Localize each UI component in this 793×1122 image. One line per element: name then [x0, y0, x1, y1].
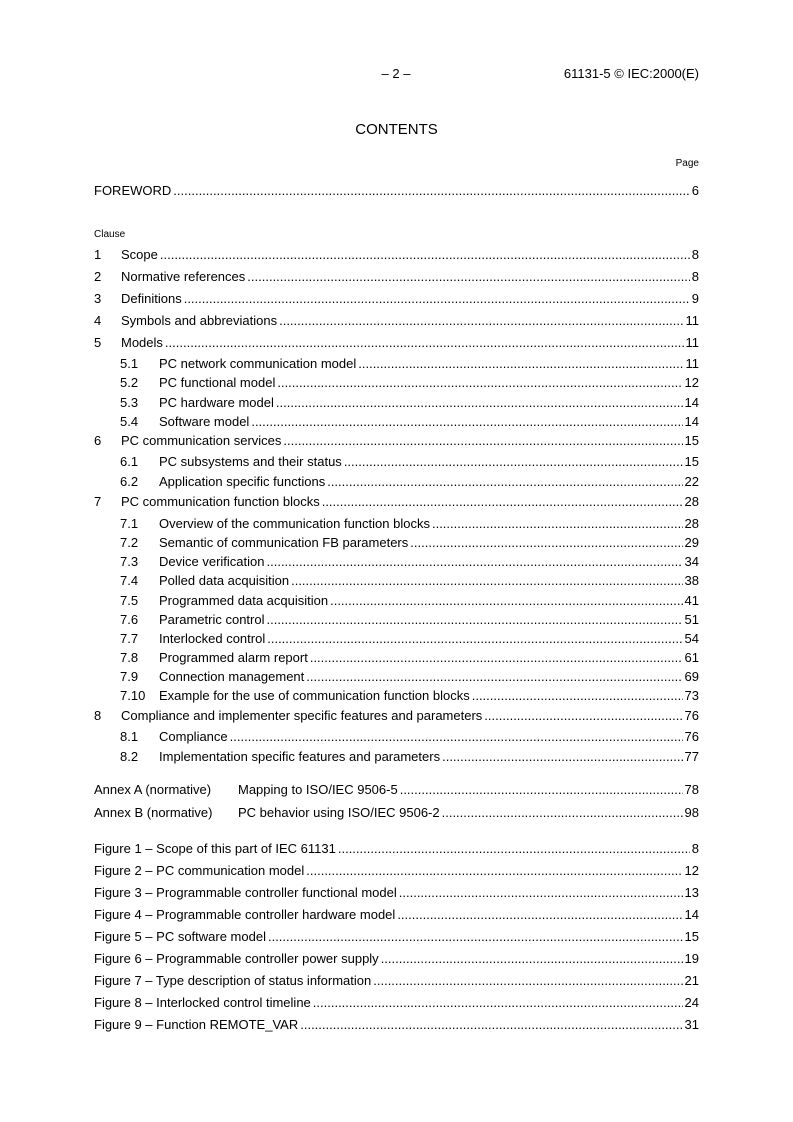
toc-entry-clause[interactable]: [120, 728, 699, 746]
toc-entry-number: 6.2: [120, 474, 139, 489]
toc-entry-page: 28: [684, 516, 699, 531]
toc-entry-page: 11: [685, 313, 699, 328]
toc-entry-clause[interactable]: [120, 748, 699, 766]
toc-entry-page: 98: [684, 805, 699, 820]
toc-entry-page: 73: [684, 688, 699, 703]
toc-entry-text: Models: [121, 335, 163, 350]
toc-entry-number: 6: [94, 433, 102, 448]
toc-entry-number: 8.2: [120, 749, 139, 764]
leader-dots: [484, 707, 682, 725]
toc-entry-text: FOREWORD: [94, 183, 172, 198]
toc-entry-page: 61: [684, 650, 699, 665]
toc-entry-clause[interactable]: [120, 515, 699, 533]
toc-entry-number: 7: [94, 494, 102, 509]
toc-entry-number: 2: [94, 269, 102, 284]
toc-entry-page: 38: [684, 573, 699, 588]
toc-entry-text: Example for the use of communication function blocks: [159, 688, 470, 703]
leader-dots: [327, 473, 682, 491]
toc-entry-clause[interactable]: [120, 534, 699, 552]
toc-entry-text: Programmed data acquisition: [159, 593, 329, 608]
annex-id: Annex B (normative): [94, 805, 213, 820]
leader-dots: [400, 781, 683, 799]
leader-dots: [165, 334, 684, 352]
toc-entry-text: Connection management: [159, 669, 305, 684]
toc-entry-page: 51: [684, 612, 699, 627]
toc-entry-page: 12: [684, 863, 699, 878]
toc-entry-text: PC communication services: [121, 433, 282, 448]
leader-dots: [247, 268, 689, 286]
toc-entry-text: Figure 2 – PC communication model: [94, 863, 305, 878]
toc-entry-page: 8: [691, 269, 699, 284]
toc-entry-page: 19: [684, 951, 699, 966]
leader-dots: [344, 453, 683, 471]
toc-entry-number: 5.3: [120, 395, 139, 410]
toc-entry-text: PC behavior using ISO/IEC 9506-2: [238, 805, 440, 820]
toc-entry-text: Normative references: [121, 269, 246, 284]
toc-entry-number: 7.3: [120, 554, 139, 569]
leader-dots: [173, 182, 689, 200]
leader-dots: [251, 413, 682, 431]
toc-entry-number: 7.4: [120, 573, 139, 588]
toc-entry-number: 3: [94, 291, 102, 306]
toc-entry-clause[interactable]: [94, 312, 699, 330]
toc-entry-page: 76: [684, 708, 699, 723]
toc-entry-number: 8.1: [120, 729, 139, 744]
leader-dots: [230, 728, 683, 746]
leader-dots: [381, 950, 683, 968]
toc-entry-page: 9: [691, 291, 699, 306]
header-standard-id: 61131-5 © IEC:2000(E): [563, 66, 699, 81]
leader-dots: [306, 862, 682, 880]
leader-dots: [399, 884, 683, 902]
toc-entry-page: 11: [685, 335, 699, 350]
toc-entry-clause[interactable]: [94, 493, 699, 511]
toc-entry-text: Device verification: [159, 554, 265, 569]
toc-entry-clause[interactable]: [120, 553, 699, 571]
toc-entry-text: Interlocked control: [159, 631, 266, 646]
leader-dots: [442, 748, 682, 766]
leader-dots: [266, 611, 682, 629]
toc-entry-page: 15: [684, 433, 699, 448]
leader-dots: [310, 649, 683, 667]
toc-entry-page: 15: [684, 454, 699, 469]
toc-entry-foreword[interactable]: [94, 182, 699, 200]
toc-entry-page: 14: [684, 395, 699, 410]
toc-entry-annex[interactable]: [94, 781, 699, 799]
toc-entry-figure[interactable]: [94, 994, 699, 1012]
leader-dots: [397, 906, 682, 924]
toc-entry-text: Compliance and implementer specific features and parameters: [121, 708, 483, 723]
toc-entry-clause[interactable]: [120, 630, 699, 648]
toc-entry-page: 77: [684, 749, 699, 764]
leader-dots: [358, 355, 683, 373]
leader-dots: [267, 553, 683, 571]
toc-entry-text: PC communication function blocks: [121, 494, 320, 509]
toc-entry-clause[interactable]: [94, 707, 699, 725]
toc-entry-page: 34: [684, 554, 699, 569]
toc-entry-text: Symbols and abbreviations: [121, 313, 278, 328]
toc-entry-number: 8: [94, 708, 102, 723]
toc-entry-text: PC subsystems and their status: [159, 454, 342, 469]
toc-entry-page: 14: [684, 907, 699, 922]
toc-entry-text: Mapping to ISO/IEC 9506-5: [238, 782, 398, 797]
leader-dots: [267, 630, 682, 648]
toc-entry-figure[interactable]: [94, 862, 699, 880]
toc-entry-text: Semantic of communication FB parameters: [159, 535, 409, 550]
toc-entry-clause[interactable]: [120, 592, 699, 610]
leader-dots: [283, 432, 682, 450]
toc-entry-clause[interactable]: [94, 268, 699, 286]
leader-dots: [277, 374, 682, 392]
toc-entry-page: 21: [684, 973, 699, 988]
toc-entry-page: 6: [691, 183, 699, 198]
toc-entry-figure[interactable]: [94, 928, 699, 946]
toc-entry-clause[interactable]: [120, 687, 699, 705]
leader-dots: [306, 668, 682, 686]
toc-entry-page: 24: [684, 995, 699, 1010]
toc-entry-number: 7.10: [120, 688, 146, 703]
toc-entry-page: 29: [684, 535, 699, 550]
toc-entry-figure[interactable]: [94, 950, 699, 968]
toc-entry-page: 22: [684, 474, 699, 489]
toc-entry-number: 7.7: [120, 631, 139, 646]
toc-entry-page: 69: [684, 669, 699, 684]
clause-label: Clause: [94, 229, 126, 240]
leader-dots: [291, 572, 682, 590]
toc-entry-number: 5.2: [120, 375, 139, 390]
leader-dots: [373, 972, 682, 990]
toc-entry-clause[interactable]: [94, 432, 699, 450]
leader-dots: [160, 246, 690, 264]
toc-entry-number: 5: [94, 335, 102, 350]
toc-entry-clause[interactable]: [120, 572, 699, 590]
toc-entry-page: 8: [691, 841, 699, 856]
leader-dots: [338, 840, 690, 858]
toc-entry-number: 6.1: [120, 454, 139, 469]
leader-dots: [184, 290, 690, 308]
leader-dots: [279, 312, 683, 330]
header-page-number: – 2 –: [381, 66, 411, 81]
toc-entry-clause[interactable]: [120, 668, 699, 686]
leader-dots: [276, 394, 683, 412]
toc-entry-clause[interactable]: [120, 611, 699, 629]
toc-entry-text: Figure 9 – Function REMOTE_VAR: [94, 1017, 299, 1032]
toc-entry-clause[interactable]: [94, 290, 699, 308]
toc-entry-annex[interactable]: [94, 804, 699, 822]
leader-dots: [268, 928, 683, 946]
toc-entry-clause[interactable]: [120, 473, 699, 491]
leader-dots: [472, 687, 683, 705]
toc-entry-number: 7.6: [120, 612, 139, 627]
toc-entry-page: 78: [684, 782, 699, 797]
toc-entry-page: 12: [684, 375, 699, 390]
toc-entry-page: 14: [684, 414, 699, 429]
toc-entry-page: 54: [684, 631, 699, 646]
toc-entry-number: 5.1: [120, 356, 139, 371]
toc-entry-clause[interactable]: [120, 453, 699, 471]
toc-entry-text: Parametric control: [159, 612, 265, 627]
leader-dots: [300, 1016, 682, 1034]
toc-entry-text: Programmed alarm report: [159, 650, 308, 665]
toc-entry-number: 5.4: [120, 414, 139, 429]
toc-entry-text: Figure 8 – Interlocked control timeline: [94, 995, 311, 1010]
toc-entry-number: 1: [94, 247, 102, 262]
leader-dots: [442, 804, 683, 822]
toc-entry-page: 15: [684, 929, 699, 944]
toc-entry-number: 7.9: [120, 669, 139, 684]
toc-entry-clause[interactable]: [94, 334, 699, 352]
toc-entry-page: 8: [691, 247, 699, 262]
toc-entry-clause[interactable]: [120, 374, 699, 392]
toc-entry-text: Figure 3 – Programmable controller functional model: [94, 885, 397, 900]
toc-entry-number: 7.2: [120, 535, 139, 550]
toc-entry-figure[interactable]: [94, 972, 699, 990]
toc-entry-number: 7.8: [120, 650, 139, 665]
toc-entry-figure[interactable]: [94, 884, 699, 902]
toc-entry-text: Overview of the communication function blocks: [159, 516, 430, 531]
toc-entry-text: Software model: [159, 414, 250, 429]
leader-dots: [432, 515, 683, 533]
toc-entry-clause[interactable]: [120, 649, 699, 667]
leader-dots: [322, 493, 683, 511]
toc-entry-page: 76: [684, 729, 699, 744]
toc-entry-page: 31: [684, 1017, 699, 1032]
toc-entry-page: 13: [684, 885, 699, 900]
toc-entry-text: Figure 4 – Programmable controller hardware model: [94, 907, 396, 922]
toc-entry-clause[interactable]: [120, 413, 699, 431]
toc-entry-text: Definitions: [121, 291, 182, 306]
page-column-label: Page: [675, 158, 699, 169]
toc-entry-clause[interactable]: [120, 355, 699, 373]
leader-dots: [410, 534, 682, 552]
toc-entry-clause[interactable]: [120, 394, 699, 412]
leader-dots: [330, 592, 682, 610]
toc-entry-text: Application specific functions: [159, 474, 326, 489]
toc-entry-text: Figure 1 – Scope of this part of IEC 61131: [94, 841, 336, 856]
toc-entry-clause[interactable]: [94, 246, 699, 264]
toc-entry-page: 41: [684, 593, 699, 608]
toc-entry-number: 4: [94, 313, 102, 328]
toc-entry-text: Polled data acquisition: [159, 573, 290, 588]
page-title: CONTENTS: [355, 121, 438, 138]
toc-entry-figure[interactable]: [94, 1016, 699, 1034]
toc-entry-text: Implementation specific features and parameters: [159, 749, 441, 764]
toc-entry-page: 11: [685, 356, 699, 371]
toc-entry-text: PC hardware model: [159, 395, 274, 410]
annex-id: Annex A (normative): [94, 782, 212, 797]
toc-entry-page: 28: [684, 494, 699, 509]
toc-entry-text: Figure 5 – PC software model: [94, 929, 266, 944]
toc-entry-number: 7.5: [120, 593, 139, 608]
leader-dots: [313, 994, 683, 1012]
toc-entry-number: 7.1: [120, 516, 139, 531]
toc-entry-text: Figure 7 – Type description of status information: [94, 973, 372, 988]
toc-entry-text: PC functional model: [159, 375, 276, 390]
toc-entry-text: PC network communication model: [159, 356, 357, 371]
toc-entry-figure[interactable]: [94, 840, 699, 858]
toc-entry-text: Compliance: [159, 729, 228, 744]
toc-entry-figure[interactable]: [94, 906, 699, 924]
toc-entry-text: Scope: [121, 247, 158, 262]
toc-entry-text: Figure 6 – Programmable controller power supply: [94, 951, 379, 966]
